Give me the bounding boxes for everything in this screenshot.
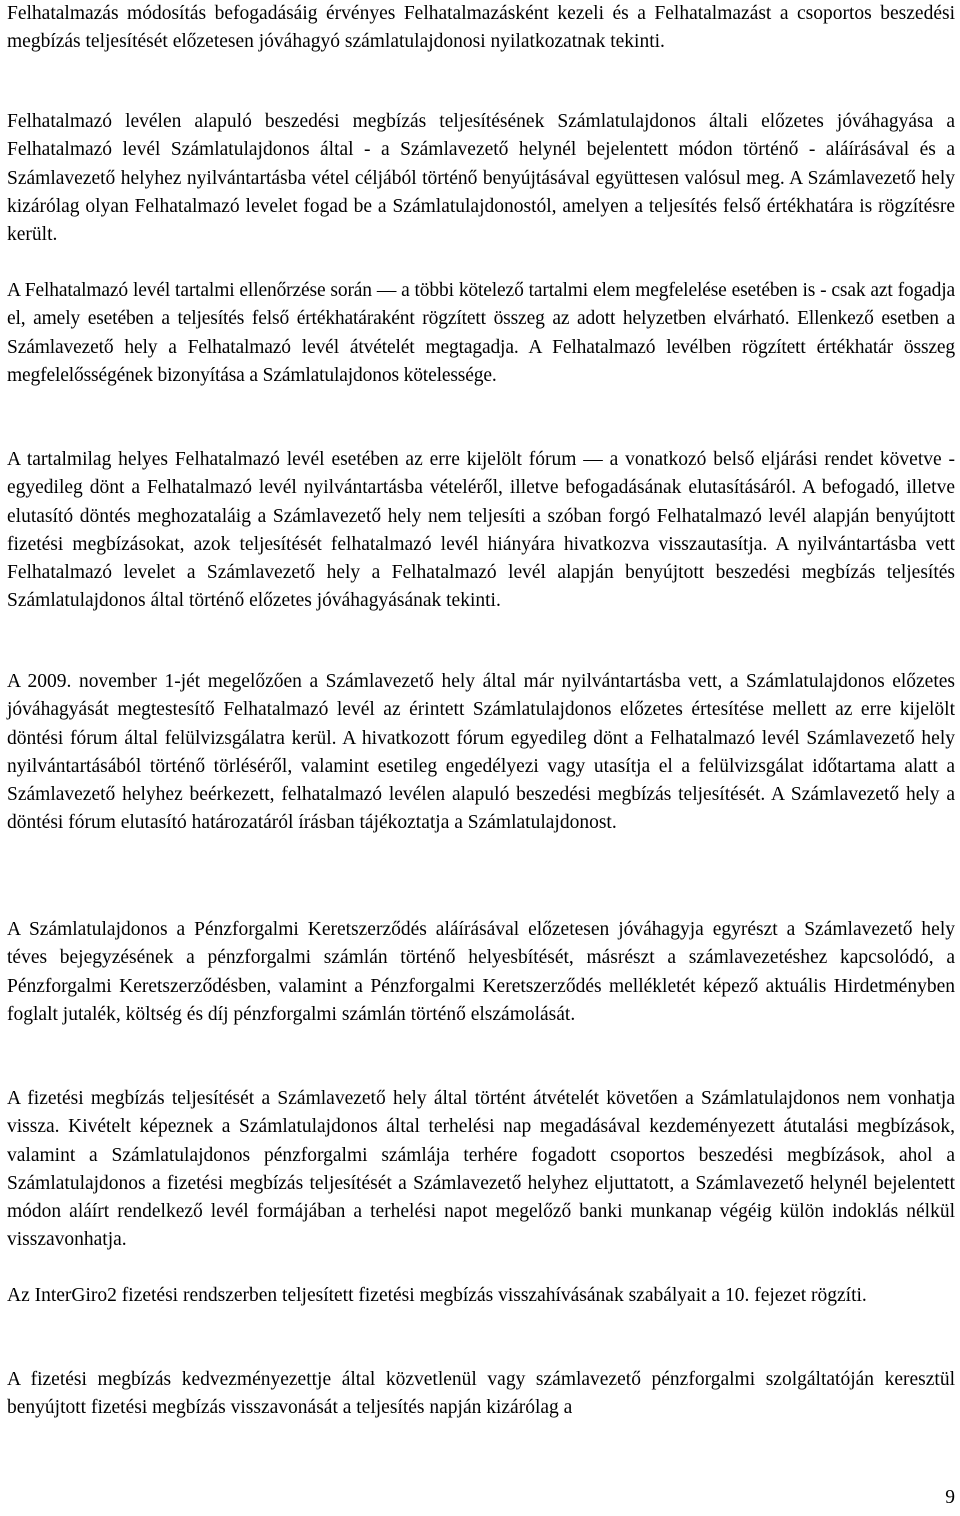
page-number: 9 (945, 1487, 955, 1508)
paragraph-4: A tartalmilag helyes Felhatalmazó levél esetében az erre kijelölt fórum — a vonatkozó belső eljárási rendet követve - egyedileg dönt a Felhatalmazó levél nyilvántartásba vételéről, illetve befogadásának elutasításáról. A befogadó, illetve elutasító döntés meghozataláig a Számlavezető hely nem teljesíti a szóban forgó Felhatalmazó levél alapján benyújtott fizetési megbízásokat, azok teljesítését felhatalmazó levél hiányára hivatkozva visszautasítja. A nyilvántartásba vett Felhatalmazó levelet a Számlavezető hely a Felhatalmazó levél alapján benyújtott beszedési megbízás teljesítés Számlatulajdonos által történő előzetes jóváhagyásának tekinti. (7, 449, 955, 612)
paragraph-7: A fizetési megbízás teljesítését a Számlavezető hely által történt átvételét követően a Számlatulajdonos nem vonhatja vissza. Kivételt képeznek a Számlatulajdonos által terhelési nap megadásával kezdeményezett átutalási megbízások, valamint a Számlatulajdonos pénzforgalmi számlája terhére fogadott csoportos beszedési megbízások, ahol a Számlatulajdonos a fizetési megbízás teljesítését a Számlavezető helyhez eljuttatott, a Számlavezető helynél bejelentett módon aláírt rendelkező levél formájában a terhelési napot megelőző banki munkanap végéig külön indoklás nélkül visszavonhatja. (7, 1088, 955, 1251)
paragraph-1: Felhatalmazás módosítás befogadásáig érvényes Felhatalmazásként kezeli és a Felhatalmazást a csoportos beszedési megbízás teljesítését előzetesen jóváhagyó számlatulajdonosi nyilatkozatnak tekinti. (7, 3, 955, 53)
paragraph-5: A 2009. november 1-jét megelőzően a Számlavezető hely által már nyilvántartásba vett, a Számlatulajdonos előzetes jóváhagyását megtestesítő Felhatalmazó levél az érintett Számlatulajdonos előzetes értesítése mellett az erre kijelölt döntési fórum által felülvizsgálatra kerül. A hivatkozott fórum egyedileg dönt a Felhatalmazó levél Számlavezető hely nyilvántartásából történő törléséről, valamint esetileg engedélyezi vagy utasítja el a felülvizsgálat időtartama alatt a Számlavezető helyhez beérkezett, felhatalmazó levélen alapuló beszedési megbízás teljesítését. A Számlavezető hely a döntési fórum elutasító határozatáról írásban tájékoztatja a Számlatulajdonost. (7, 671, 955, 834)
paragraph-3: A Felhatalmazó levél tartalmi ellenőrzése során — a többi kötelező tartalmi elem megfelelése esetében is - csak azt fogadja el, amely esetében a teljesítés felső értékhatáraként rögzített összeg az adott helyzetben elvárható. Ellenkező esetben a Számlavezető hely a Felhatalmazó levél átvételét megtagadja. A Felhatalmazó levélben rögzített értékhatár összeg megfelelősségének bizonyítása a Számlatulajdonos kötelessége. (7, 280, 955, 386)
paragraph-6: A Számlatulajdonos a Pénzforgalmi Keretszerződés aláírásával előzetesen jóváhagyja egyrészt a Számlavezető hely téves bejegyzésének a pénzforgalmi számlán történő helyesbítését, másrészt a számlavezetéshez kapcsolódó, a Pénzforgalmi Keretszerződésben, valamint a Pénzforgalmi Keretszerződés mellékletét képező aktuális Hirdetményben foglalt jutalék, költség és díj pénzforgalmi számlán történő elszámolását. (7, 919, 955, 1025)
paragraph-9: A fizetési megbízás kedvezményezettje által közvetlenül vagy számlavezető pénzforgalmi szolgáltatóján keresztül benyújtott fizetési megbízás visszavonását a teljesítés napján kizárólag a (7, 1369, 955, 1419)
paragraph-8: Az InterGiro2 fizetési rendszerben teljesített fizetési megbízás visszahívásának szabályait a 10. fejezet rögzíti. (7, 1285, 867, 1306)
paragraph-2: Felhatalmazó levélen alapuló beszedési megbízás teljesítésének Számlatulajdonos általi előzetes jóváhagyása a Felhatalmazó levél Számlatulajdonos által - a Számlavezető helynél bejelentett módon történő - aláírásával és a Számlavezető helyhez nyilvántartásba vétel céljából történő benyújtásával együttesen valósul meg. A Számlavezető hely kizárólag olyan Felhatalmazó levelet fogad be a Számlatulajdonostól, amelyen a teljesítés felső értékhatára is rögzítésre került. (7, 111, 955, 246)
